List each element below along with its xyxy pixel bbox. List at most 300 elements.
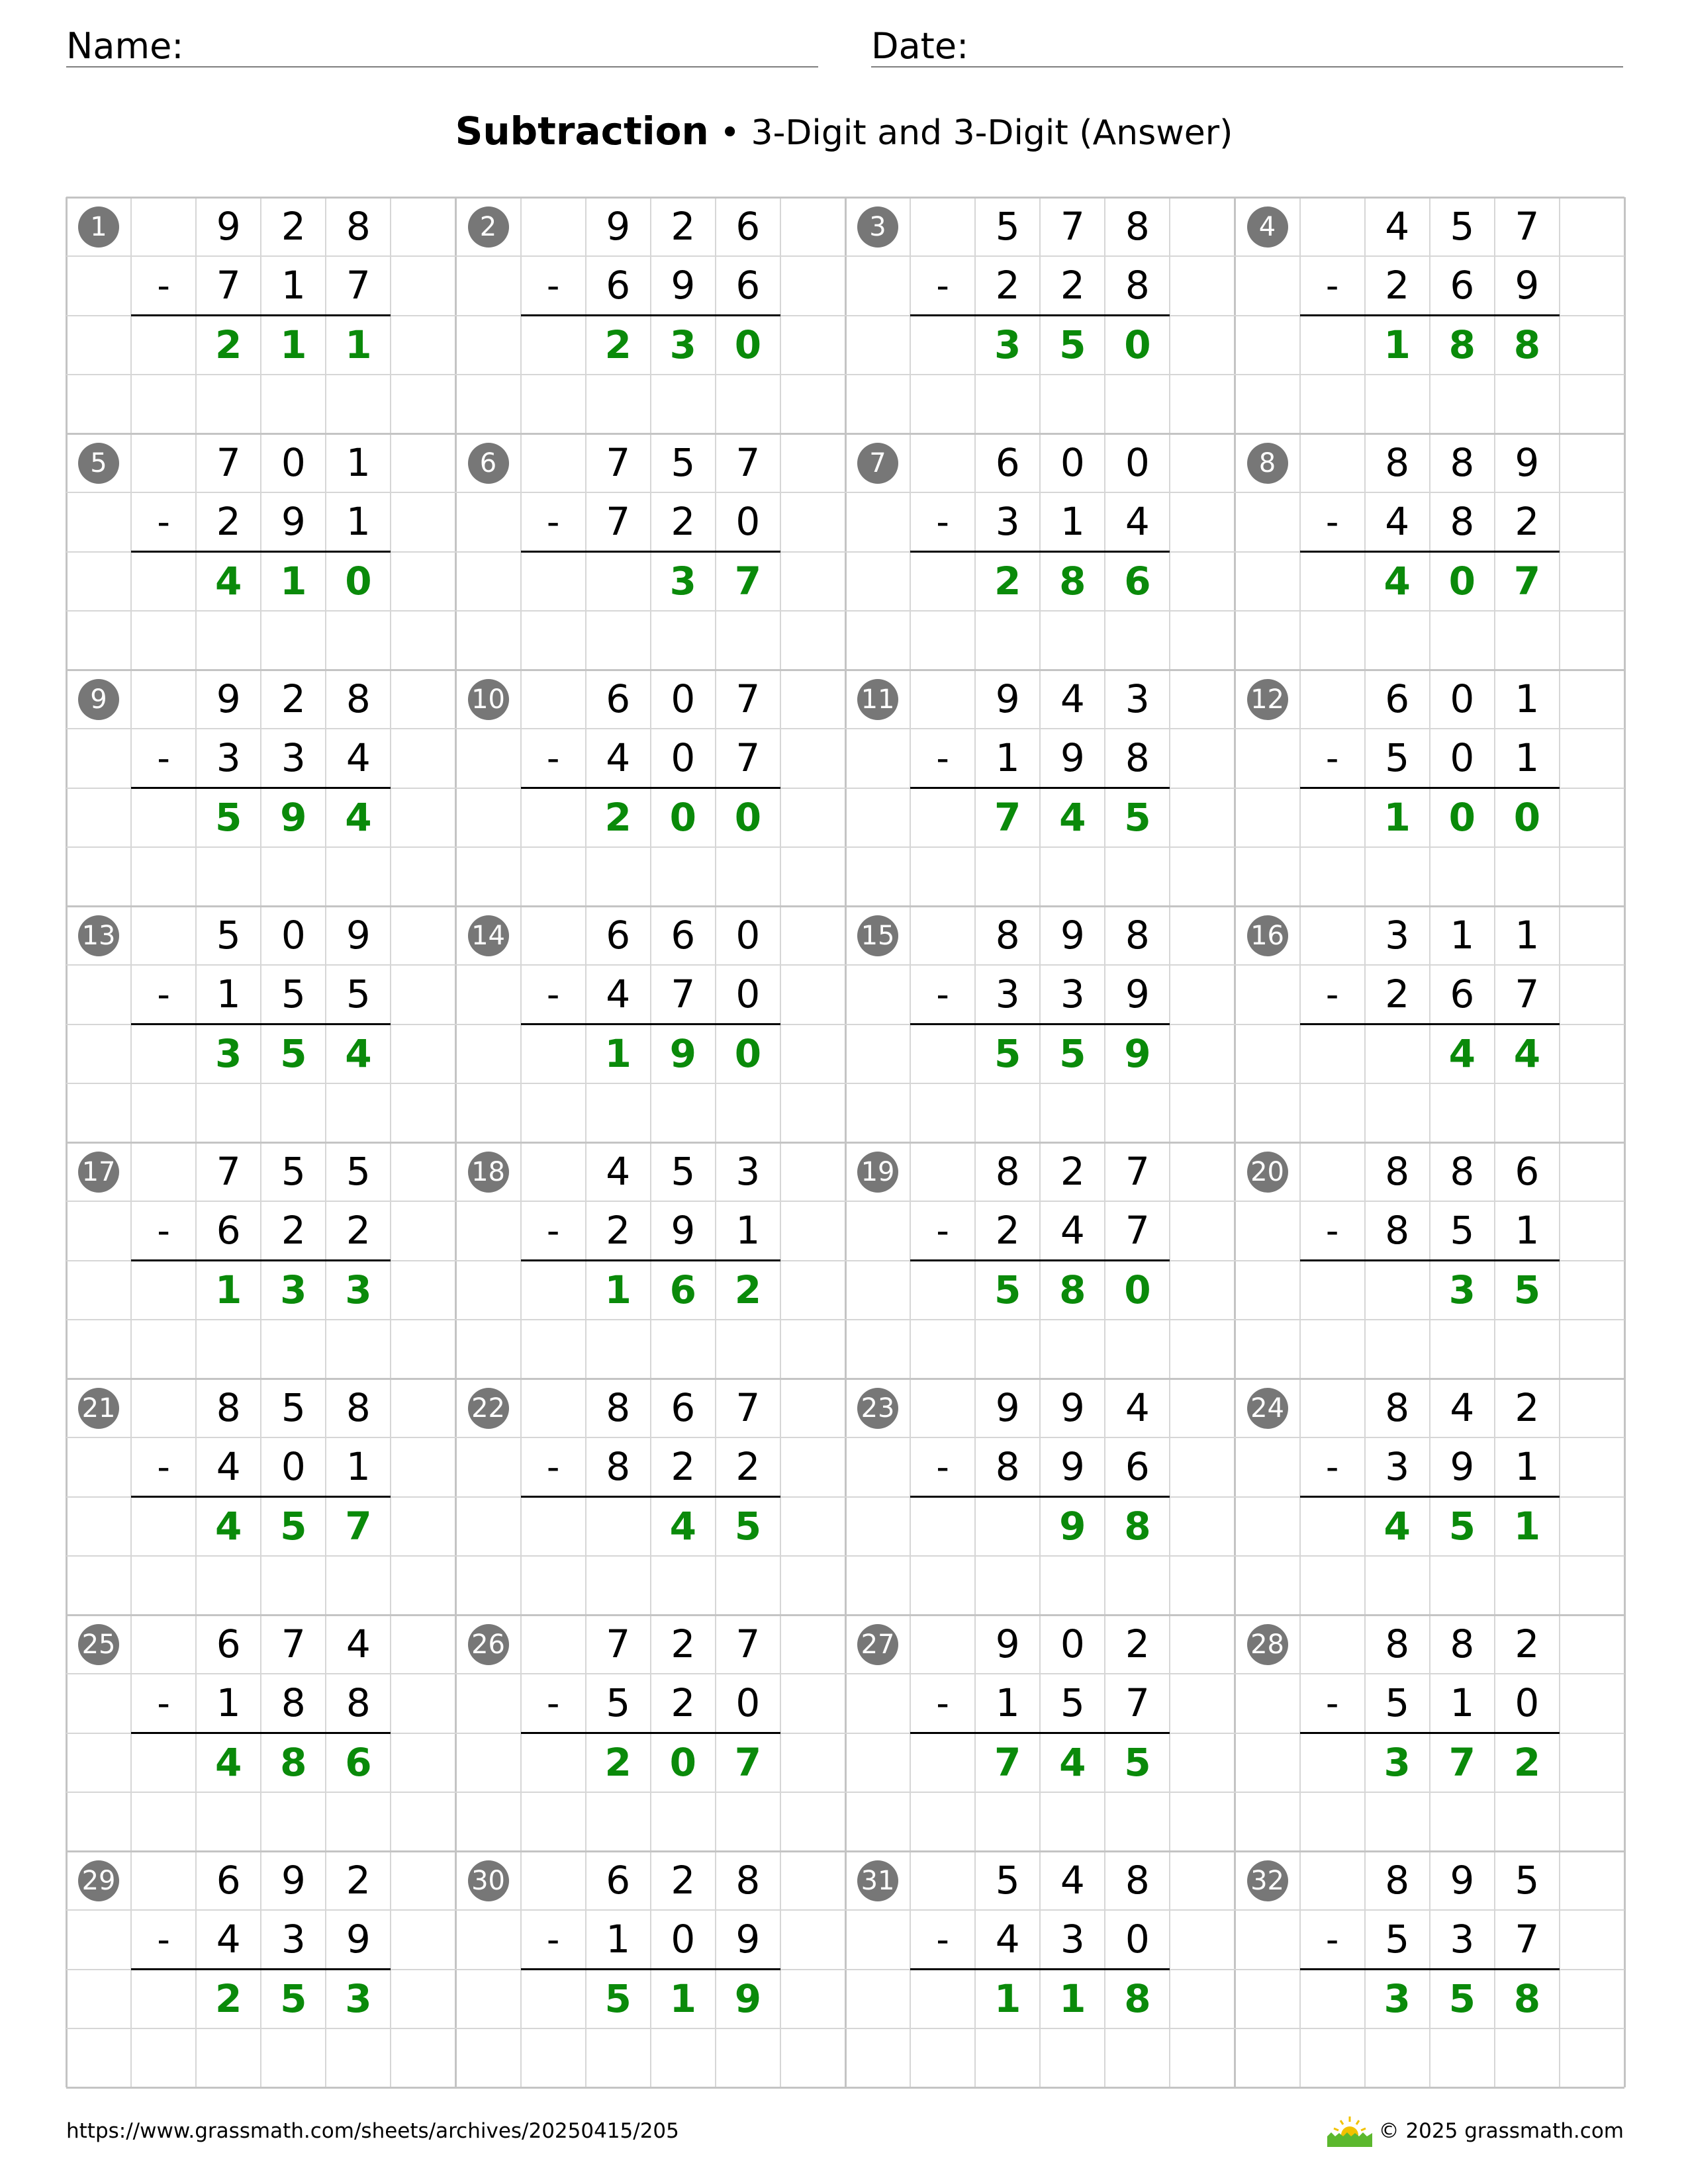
- minus-sign: -: [546, 265, 560, 307]
- minuend-digit: 8: [1385, 1385, 1410, 1430]
- subtrahend-digit: 4: [1060, 1208, 1085, 1253]
- subtrahend-digit: 3: [281, 1917, 306, 1962]
- minuend-digit: 6: [606, 1858, 631, 1903]
- minuend-digit: 8: [346, 1385, 371, 1430]
- minus-sign: -: [1325, 1919, 1339, 1961]
- minus-sign: -: [546, 1210, 560, 1252]
- problem-number-badge: 24: [1247, 1388, 1288, 1429]
- answer-digit: 4: [215, 558, 242, 604]
- minuend-digit: 5: [671, 1149, 696, 1194]
- subtrahend-digit: 7: [1515, 972, 1540, 1017]
- subtrahend-digit: 9: [1060, 735, 1085, 781]
- name-label: Name:: [66, 25, 184, 67]
- minus-sign: -: [936, 501, 949, 543]
- minuend-digit: 7: [735, 676, 761, 721]
- minus-sign: -: [1325, 974, 1339, 1016]
- answer-digit: 2: [1513, 1739, 1541, 1785]
- answer-digit: 4: [1059, 794, 1086, 840]
- subtrahend-digit: 1: [1450, 1680, 1475, 1726]
- subtrahend-digit: 7: [1515, 1917, 1540, 1962]
- answer-digit: 0: [1124, 1267, 1151, 1312]
- minuend-digit: 9: [216, 676, 241, 721]
- minuend-digit: 8: [346, 204, 371, 249]
- minuend-digit: 4: [346, 1621, 371, 1666]
- minuend-digit: 7: [1060, 204, 1085, 249]
- problem-number-badge: 11: [857, 679, 898, 720]
- subtrahend-digit: 3: [1385, 1444, 1410, 1490]
- minuend-digit: 6: [216, 1858, 241, 1903]
- subtrahend-digit: 8: [606, 1444, 631, 1490]
- minuend-digit: 4: [1060, 1858, 1085, 1903]
- minuend-digit: 7: [281, 1621, 306, 1666]
- minus-sign: -: [157, 737, 170, 780]
- minuend-digit: 6: [735, 204, 761, 249]
- minuend-digit: 5: [1450, 204, 1475, 249]
- answer-digit: 1: [1059, 1976, 1086, 2021]
- minus-sign: -: [936, 974, 949, 1016]
- answer-digit: 5: [994, 1030, 1021, 1076]
- answer-digit: 6: [345, 1739, 372, 1785]
- minuend-digit: 7: [606, 1621, 631, 1666]
- subtrahend-digit: 2: [1060, 263, 1085, 308]
- minuend-digit: 7: [735, 1621, 761, 1666]
- subtrahend-digit: 1: [216, 972, 241, 1017]
- minuend-digit: 6: [606, 676, 631, 721]
- subtrahend-digit: 1: [1515, 1444, 1540, 1490]
- minuend-digit: 4: [1060, 676, 1085, 721]
- minuend-digit: 8: [1125, 1858, 1150, 1903]
- problem-number-badge: 22: [468, 1388, 509, 1429]
- minuend-digit: 8: [1385, 440, 1410, 485]
- minuend-digit: 4: [606, 1149, 631, 1194]
- minuend-digit: 4: [1450, 1385, 1475, 1430]
- minuend-digit: 5: [1515, 1858, 1540, 1903]
- answer-digit: 2: [734, 1267, 762, 1312]
- subtrahend-digit: 2: [1515, 499, 1540, 545]
- subtrahend-digit: 1: [281, 263, 306, 308]
- minuend-digit: 4: [1125, 1385, 1150, 1430]
- minus-sign: -: [1325, 1446, 1339, 1488]
- minus-sign: -: [1325, 265, 1339, 307]
- answer-digit: 5: [1448, 1976, 1476, 2021]
- answer-digit: 7: [1448, 1739, 1476, 1785]
- subtrahend-digit: 7: [671, 972, 696, 1017]
- answer-digit: 8: [280, 1739, 307, 1785]
- answer-digit: 5: [280, 1503, 307, 1549]
- subtrahend-digit: 0: [671, 735, 696, 781]
- answer-digit: 3: [345, 1267, 372, 1312]
- title-subtitle: • 3-Digit and 3-Digit (Answer): [708, 113, 1233, 153]
- answer-digit: 6: [669, 1267, 696, 1312]
- minuend-digit: 3: [735, 1149, 761, 1194]
- subtrahend-digit: 9: [346, 1917, 371, 1962]
- answer-digit: 2: [215, 1976, 242, 2021]
- minuend-digit: 6: [995, 440, 1020, 485]
- minuend-digit: 9: [1060, 1385, 1085, 1430]
- subtrahend-digit: 8: [995, 1444, 1020, 1490]
- answer-digit: 3: [669, 322, 696, 367]
- minuend-digit: 0: [281, 440, 306, 485]
- problem-number-badge: 7: [857, 443, 898, 484]
- answer-digit: 7: [734, 558, 762, 604]
- answer-digit: 5: [1059, 1030, 1086, 1076]
- minuend-digit: 6: [671, 1385, 696, 1430]
- minuend-digit: 7: [1515, 204, 1540, 249]
- minuend-digit: 2: [281, 204, 306, 249]
- answer-digit: 4: [1059, 1739, 1086, 1785]
- minuend-digit: 8: [1450, 1149, 1475, 1194]
- answer-digit: 0: [1448, 558, 1476, 604]
- minus-sign: -: [157, 501, 170, 543]
- minuend-digit: 7: [216, 440, 241, 485]
- minuend-digit: 2: [346, 1858, 371, 1903]
- minuend-digit: 8: [1385, 1149, 1410, 1194]
- answer-digit: 3: [280, 1267, 307, 1312]
- minuend-digit: 6: [1385, 676, 1410, 721]
- subtrahend-digit: 7: [1125, 1208, 1150, 1253]
- subtrahend-digit: 2: [671, 1444, 696, 1490]
- answer-digit: 7: [1513, 558, 1541, 604]
- subtrahend-digit: 4: [995, 1917, 1020, 1962]
- answer-digit: 8: [1124, 1503, 1151, 1549]
- answer-digit: 7: [994, 1739, 1021, 1785]
- minuend-digit: 8: [995, 1149, 1020, 1194]
- subtrahend-digit: 7: [346, 263, 371, 308]
- problem-number-badge: 31: [857, 1860, 898, 1901]
- minus-sign: -: [936, 265, 949, 307]
- subtrahend-digit: 7: [606, 499, 631, 545]
- subtrahend-digit: 0: [735, 1680, 761, 1726]
- answer-digit: 1: [604, 1030, 632, 1076]
- subtrahend-digit: 9: [735, 1917, 761, 1962]
- subtrahend-digit: 5: [346, 972, 371, 1017]
- subtrahend-digit: 0: [1450, 735, 1475, 781]
- minus-sign: -: [936, 1446, 949, 1488]
- subtrahend-digit: 4: [606, 735, 631, 781]
- subtrahend-digit: 4: [346, 735, 371, 781]
- answer-digit: 7: [734, 1739, 762, 1785]
- minuend-digit: 3: [1385, 913, 1410, 958]
- minuend-digit: 9: [281, 1858, 306, 1903]
- answer-digit: 4: [215, 1739, 242, 1785]
- subtrahend-digit: 2: [735, 1444, 761, 1490]
- subtrahend-digit: 2: [1385, 972, 1410, 1017]
- minuend-digit: 9: [1060, 913, 1085, 958]
- answer-digit: 8: [1059, 558, 1086, 604]
- answer-digit: 6: [1124, 558, 1151, 604]
- subtrahend-digit: 0: [671, 1917, 696, 1962]
- minuend-digit: 5: [346, 1149, 371, 1194]
- answer-digit: 8: [1059, 1267, 1086, 1312]
- answer-digit: 2: [215, 322, 242, 367]
- problem-number-badge: 19: [857, 1152, 898, 1193]
- subtrahend-digit: 6: [1450, 972, 1475, 1017]
- problem-number-badge: 4: [1247, 206, 1288, 248]
- minuend-digit: 6: [606, 913, 631, 958]
- minuend-digit: 8: [1450, 440, 1475, 485]
- minuend-digit: 5: [281, 1385, 306, 1430]
- problem-number-badge: 30: [468, 1860, 509, 1901]
- answer-digit: 5: [734, 1503, 762, 1549]
- answer-digit: 3: [994, 322, 1021, 367]
- subtrahend-digit: 8: [281, 1680, 306, 1726]
- answer-digit: 3: [215, 1030, 242, 1076]
- subtrahend-digit: 9: [1450, 1444, 1475, 1490]
- subtrahend-digit: 2: [995, 263, 1020, 308]
- subtrahend-digit: 0: [281, 1444, 306, 1490]
- subtrahend-digit: 1: [995, 735, 1020, 781]
- subtrahend-digit: 5: [1385, 1680, 1410, 1726]
- title-main: Subtraction: [455, 109, 709, 154]
- subtrahend-digit: 4: [1385, 499, 1410, 545]
- minuend-digit: 2: [671, 1858, 696, 1903]
- minuend-digit: 3: [1125, 676, 1150, 721]
- answer-digit: 1: [215, 1267, 242, 1312]
- minus-sign: -: [1325, 1210, 1339, 1252]
- answer-digit: 5: [1513, 1267, 1541, 1312]
- answer-digit: 0: [669, 1739, 696, 1785]
- subtrahend-digit: 3: [995, 499, 1020, 545]
- problem-number-badge: 23: [857, 1388, 898, 1429]
- answer-digit: 1: [669, 1976, 696, 2021]
- answer-digit: 1: [345, 322, 372, 367]
- problem-number-badge: 15: [857, 915, 898, 956]
- answer-digit: 5: [215, 794, 242, 840]
- minus-sign: -: [157, 265, 170, 307]
- answer-digit: 5: [604, 1976, 632, 2021]
- answer-digit: 1: [994, 1976, 1021, 2021]
- problem-number-badge: 9: [78, 679, 119, 720]
- date-label: Date:: [871, 25, 969, 67]
- minuend-digit: 8: [1125, 913, 1150, 958]
- answer-digit: 4: [1383, 1503, 1411, 1549]
- minuend-digit: 7: [216, 1149, 241, 1194]
- answer-digit: 5: [280, 1976, 307, 2021]
- subtrahend-digit: 2: [995, 1208, 1020, 1253]
- minuend-digit: 2: [1515, 1385, 1540, 1430]
- minuend-digit: 4: [1385, 204, 1410, 249]
- minuend-digit: 2: [1515, 1621, 1540, 1666]
- answer-digit: 0: [1124, 322, 1151, 367]
- subtrahend-digit: 8: [1125, 263, 1150, 308]
- subtrahend-digit: 8: [346, 1680, 371, 1726]
- minuend-digit: 7: [606, 440, 631, 485]
- answer-digit: 9: [1059, 1503, 1086, 1549]
- subtrahend-digit: 0: [1515, 1680, 1540, 1726]
- minuend-digit: 9: [995, 1621, 1020, 1666]
- subtrahend-digit: 2: [1385, 263, 1410, 308]
- subtrahend-digit: 9: [1060, 1444, 1085, 1490]
- minuend-digit: 2: [1125, 1621, 1150, 1666]
- subtrahend-digit: 1: [1515, 735, 1540, 781]
- minuend-digit: 9: [995, 1385, 1020, 1430]
- answer-digit: 0: [1448, 794, 1476, 840]
- answer-digit: 3: [1383, 1739, 1411, 1785]
- subtrahend-digit: 3: [995, 972, 1020, 1017]
- minuend-digit: 8: [346, 676, 371, 721]
- minus-sign: -: [546, 501, 560, 543]
- subtrahend-digit: 5: [1385, 1917, 1410, 1962]
- subtrahend-digit: 8: [1125, 735, 1150, 781]
- subtrahend-digit: 3: [281, 735, 306, 781]
- minuend-digit: 8: [606, 1385, 631, 1430]
- problem-number-badge: 3: [857, 206, 898, 248]
- subtrahend-digit: 1: [1515, 1208, 1540, 1253]
- minuend-digit: 8: [1125, 204, 1150, 249]
- minuend-digit: 8: [735, 1858, 761, 1903]
- problem-number-badge: 28: [1247, 1624, 1288, 1665]
- subtrahend-digit: 2: [346, 1208, 371, 1253]
- subtrahend-digit: 4: [1125, 499, 1150, 545]
- minuend-digit: 9: [606, 204, 631, 249]
- problem-number-badge: 1: [78, 206, 119, 248]
- subtrahend-digit: 9: [671, 1208, 696, 1253]
- answer-digit: 9: [1124, 1030, 1151, 1076]
- minus-sign: -: [1325, 1682, 1339, 1725]
- minuend-digit: 2: [671, 1621, 696, 1666]
- answer-digit: 5: [1124, 1739, 1151, 1785]
- minuend-digit: 0: [1060, 1621, 1085, 1666]
- problem-number-badge: 2: [468, 206, 509, 248]
- answer-digit: 2: [604, 322, 632, 367]
- answer-digit: 5: [1448, 1503, 1476, 1549]
- subtrahend-digit: 6: [1125, 1444, 1150, 1490]
- subtrahend-digit: 1: [346, 1444, 371, 1490]
- problem-number-badge: 13: [78, 915, 119, 956]
- minuend-digit: 9: [346, 913, 371, 958]
- minuend-digit: 2: [671, 204, 696, 249]
- subtrahend-digit: 1: [346, 499, 371, 545]
- answer-digit: 8: [1448, 322, 1476, 367]
- problem-number-badge: 5: [78, 443, 119, 484]
- minuend-digit: 7: [735, 440, 761, 485]
- minuend-digit: 0: [1060, 440, 1085, 485]
- problem-number-badge: 6: [468, 443, 509, 484]
- answer-digit: 0: [1513, 794, 1541, 840]
- minuend-digit: 0: [1125, 440, 1150, 485]
- answer-digit: 5: [1124, 794, 1151, 840]
- answer-digit: 4: [345, 1030, 372, 1076]
- subtrahend-digit: 5: [606, 1680, 631, 1726]
- subtrahend-digit: 7: [735, 735, 761, 781]
- minuend-digit: 5: [995, 1858, 1020, 1903]
- subtrahend-digit: 8: [1385, 1208, 1410, 1253]
- answer-digit: 3: [345, 1976, 372, 2021]
- answer-digit: 0: [734, 1030, 762, 1076]
- subtrahend-digit: 3: [1450, 1917, 1475, 1962]
- minuend-digit: 5: [281, 1149, 306, 1194]
- answer-digit: 8: [1513, 1976, 1541, 2021]
- subtrahend-digit: 6: [606, 263, 631, 308]
- minuend-digit: 1: [1515, 676, 1540, 721]
- minuend-digit: 0: [735, 913, 761, 958]
- minuend-digit: 1: [1515, 913, 1540, 958]
- minuend-digit: 7: [1125, 1149, 1150, 1194]
- footer-url: https://www.grassmath.com/sheets/archives/20250415/205: [66, 2119, 679, 2143]
- answer-digit: 2: [604, 1739, 632, 1785]
- subtrahend-digit: 2: [671, 1680, 696, 1726]
- minus-sign: -: [546, 1446, 560, 1488]
- answer-digit: 9: [734, 1976, 762, 2021]
- minuend-digit: 9: [1515, 440, 1540, 485]
- subtrahend-digit: 4: [216, 1444, 241, 1490]
- answer-digit: 0: [734, 322, 762, 367]
- minus-sign: -: [1325, 501, 1339, 543]
- answer-digit: 4: [1448, 1030, 1476, 1076]
- answer-digit: 9: [669, 1030, 696, 1076]
- subtrahend-digit: 5: [1450, 1208, 1475, 1253]
- answer-digit: 1: [604, 1267, 632, 1312]
- date-field[interactable]: [871, 26, 1623, 68]
- name-field[interactable]: [66, 26, 818, 68]
- subtrahend-digit: 1: [216, 1680, 241, 1726]
- subtrahend-digit: 9: [281, 499, 306, 545]
- minuend-digit: 5: [995, 204, 1020, 249]
- answer-digit: 4: [345, 794, 372, 840]
- minuend-digit: 7: [735, 1385, 761, 1430]
- minuend-digit: 9: [995, 676, 1020, 721]
- subtrahend-digit: 2: [671, 499, 696, 545]
- subtrahend-digit: 0: [735, 972, 761, 1017]
- answer-digit: 4: [669, 1503, 696, 1549]
- answer-digit: 2: [994, 558, 1021, 604]
- subtrahend-digit: 1: [995, 1680, 1020, 1726]
- minuend-digit: 5: [216, 913, 241, 958]
- answer-digit: 2: [604, 794, 632, 840]
- problem-number-badge: 17: [78, 1152, 119, 1193]
- problem-number-badge: 32: [1247, 1860, 1288, 1901]
- problem-number-badge: 10: [468, 679, 509, 720]
- sun-grass-icon: [1326, 2115, 1374, 2148]
- answer-digit: 3: [669, 558, 696, 604]
- minus-sign: -: [936, 1682, 949, 1725]
- subtrahend-digit: 6: [1450, 263, 1475, 308]
- subtrahend-digit: 9: [671, 263, 696, 308]
- subtrahend-digit: 5: [1060, 1680, 1085, 1726]
- problem-number-badge: 26: [468, 1624, 509, 1665]
- minus-sign: -: [936, 1210, 949, 1252]
- minuend-digit: 1: [346, 440, 371, 485]
- problem-number-badge: 8: [1247, 443, 1288, 484]
- subtrahend-digit: 5: [281, 972, 306, 1017]
- subtrahend-digit: 7: [216, 263, 241, 308]
- minuend-digit: 6: [1515, 1149, 1540, 1194]
- subtrahend-digit: 6: [216, 1208, 241, 1253]
- subtrahend-digit: 8: [1450, 499, 1475, 545]
- subtrahend-digit: 2: [216, 499, 241, 545]
- minus-sign: -: [157, 1919, 170, 1961]
- problem-number-badge: 29: [78, 1860, 119, 1901]
- minuend-digit: 8: [1385, 1858, 1410, 1903]
- minus-sign: -: [1325, 737, 1339, 780]
- minuend-digit: 0: [1450, 676, 1475, 721]
- minus-sign: -: [936, 1919, 949, 1961]
- minuend-digit: 9: [216, 204, 241, 249]
- minus-sign: -: [157, 1682, 170, 1725]
- subtrahend-digit: 1: [606, 1917, 631, 1962]
- minuend-digit: 8: [995, 913, 1020, 958]
- subtrahend-digit: 7: [1125, 1680, 1150, 1726]
- answer-digit: 8: [1124, 1976, 1151, 2021]
- grid-line-horizontal: [66, 2087, 1624, 2089]
- subtrahend-digit: 4: [606, 972, 631, 1017]
- problem-number-badge: 21: [78, 1388, 119, 1429]
- answer-digit: 0: [345, 558, 372, 604]
- worksheet-title: [0, 105, 1688, 159]
- answer-digit: 9: [280, 794, 307, 840]
- subtrahend-digit: 2: [281, 1208, 306, 1253]
- subtrahend-digit: 1: [1060, 499, 1085, 545]
